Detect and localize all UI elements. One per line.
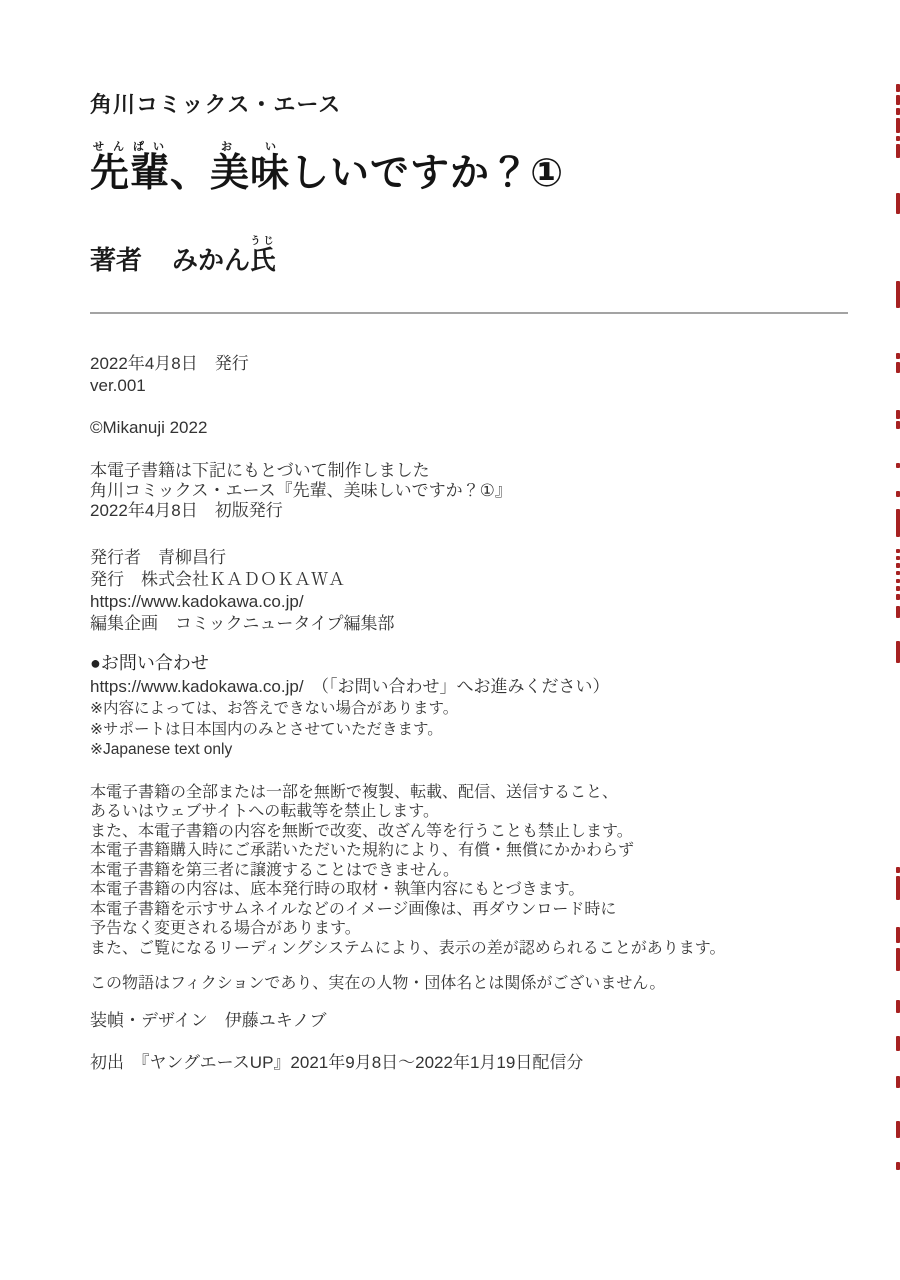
page-edge-red-mark [896,586,900,591]
page-edge-red-mark [896,641,900,663]
page-edge-red-mark [896,556,900,560]
legal-line: 本電子書籍を示すサムネイルなどのイメージ画像は、再ダウンロード時に [90,900,617,918]
author-name-furigana: うじ [250,235,277,247]
page-edge-red-mark [896,1036,900,1051]
contact-note-line: ※Japanese text only [90,741,233,759]
page-edge-red-mark [896,867,900,873]
contact-heading: ●お問い合わせ [90,653,209,674]
imprint-label: 角川コミックス・エース [90,92,342,117]
page-edge-red-mark [896,193,900,214]
page-edge-red-mark [896,1076,900,1088]
legal-line: また、ご覧になるリーディングシステムにより、表示の差が認められることがあります。 [90,939,726,957]
contact-note-line: ※サポートは日本国内のみとさせていただきます。 [90,720,443,738]
page-edge-red-mark [896,549,900,553]
title-ruby-senpai [90,141,171,196]
editorial-line: 編集企画 コミックニュータイプ編集部 [90,614,395,634]
page-edge-red-mark [896,410,900,419]
legal-line: また、本電子書籍の内容を無断で改変、改ざん等を行うことも禁止します。 [90,822,633,840]
book-title [90,141,852,198]
author-name-kana: みかん [172,244,251,275]
title-base-oishii: 美味 [210,152,291,196]
version-line: ver.001 [90,376,146,396]
page-edge-red-mark [896,563,900,568]
page-edge-red-mark [896,876,900,900]
contact-block [90,651,852,761]
author-name-kanji: 氏 [250,244,277,275]
page-edge-red-mark [896,421,900,429]
page-edge-red-mark [896,144,900,158]
title-furigana-senpai: せんぱい [90,141,171,154]
legal-line: 本電子書籍の全部または一部を無断で複製、転載、配信、送信すること、 [90,783,619,801]
publisher-company-line: 発行 株式会社ＫＡＤＯＫＡＷＡ [90,570,345,590]
page-edge-red-mark [896,579,900,583]
page-edge-red-mark [896,362,900,373]
publication-block [90,353,852,397]
page-edge-red-mark [896,509,900,537]
legal-block [90,783,852,959]
author-name-ruby [250,235,277,275]
contact-note-line: ※内容によっては、お答えできない場合があります。 [90,700,459,718]
page-edge-red-mark [896,491,900,497]
first-publication-line: 初出 『ヤングエースUP』2021年9月8日～2022年1月19日配信分 [90,1053,584,1073]
source-note-line: 角川コミックス・エース『先輩、美味しいですか？①』 [90,481,512,501]
title-base-senpai: 先輩 [90,152,171,196]
title-tail-volume: しいですか？① [290,152,565,196]
page-edge-red-mark [896,84,900,92]
source-note-line: 本電子書籍は下記にもとづいて制作しました [90,461,430,481]
page-edge-red-mark [896,571,900,575]
publisher-url-line: https://www.kadokawa.co.jp/ [90,592,304,612]
page-edge-red-mark [896,927,900,943]
page-edge-red-mark [896,95,900,105]
colophon-content [90,0,852,1074]
legal-line: あるいはウェブサイトへの転載等を禁止します。 [90,803,439,821]
divider-rule [90,312,848,314]
page-edge-red-mark [896,1121,900,1138]
page-edge-red-mark [896,594,900,600]
source-note-line: 2022年4月8日 初版発行 [90,501,283,521]
source-note-block [90,461,852,521]
fiction-disclaimer-block [90,974,852,994]
page-edge-red-mark [896,281,900,308]
publisher-block [90,547,852,635]
page-edge-red-mark [896,1000,900,1013]
author-label: 著者 [90,244,143,275]
author-name [172,235,277,275]
page-edge-red-mark [896,606,900,618]
legal-line: 本電子書籍購入時にご承諾いただいた規約により、有償・無償にかかわらず [90,842,635,860]
page-edge-red-mark [896,108,900,115]
page-edge-red-mark [896,948,900,971]
page-edge-red-mark [896,118,900,133]
page-edge-red-mark [896,463,900,468]
title-ruby-oi [210,141,291,196]
copyright-block [90,417,852,439]
publisher-person-line: 発行者 青柳昌行 [90,548,226,568]
page-edge-red-mark [896,136,900,141]
legal-line: 本電子書籍の内容は、底本発行時の取材・執筆内容にもとづきます。 [90,881,585,899]
page-edge-red-mark [896,353,900,359]
issue-date-line: 2022年4月8日 発行 [90,354,249,374]
design-credit-line: 装幀・デザイン 伊藤ユキノブ [90,1011,327,1031]
contact-url-line: https://www.kadokawa.co.jp/ （「お問い合わせ」へお進みください） [90,677,610,697]
copyright-line: ©Mikanuji 2022 [90,418,208,438]
first-publication-block [90,1052,852,1074]
page-edge-red-mark [896,1162,900,1170]
design-credit-block [90,1010,852,1032]
legal-line: 予告なく変更される場合があります。 [90,920,361,938]
title-comma: 、 [170,152,211,196]
author-line [90,236,852,276]
legal-line: 本電子書籍を第三者に譲渡することはできません。 [90,861,459,879]
fiction-disclaimer-line: この物語はフィクションであり、実在の人物・団体名とは関係がございません。 [90,975,666,993]
title-furigana-oi: おい [210,141,291,154]
